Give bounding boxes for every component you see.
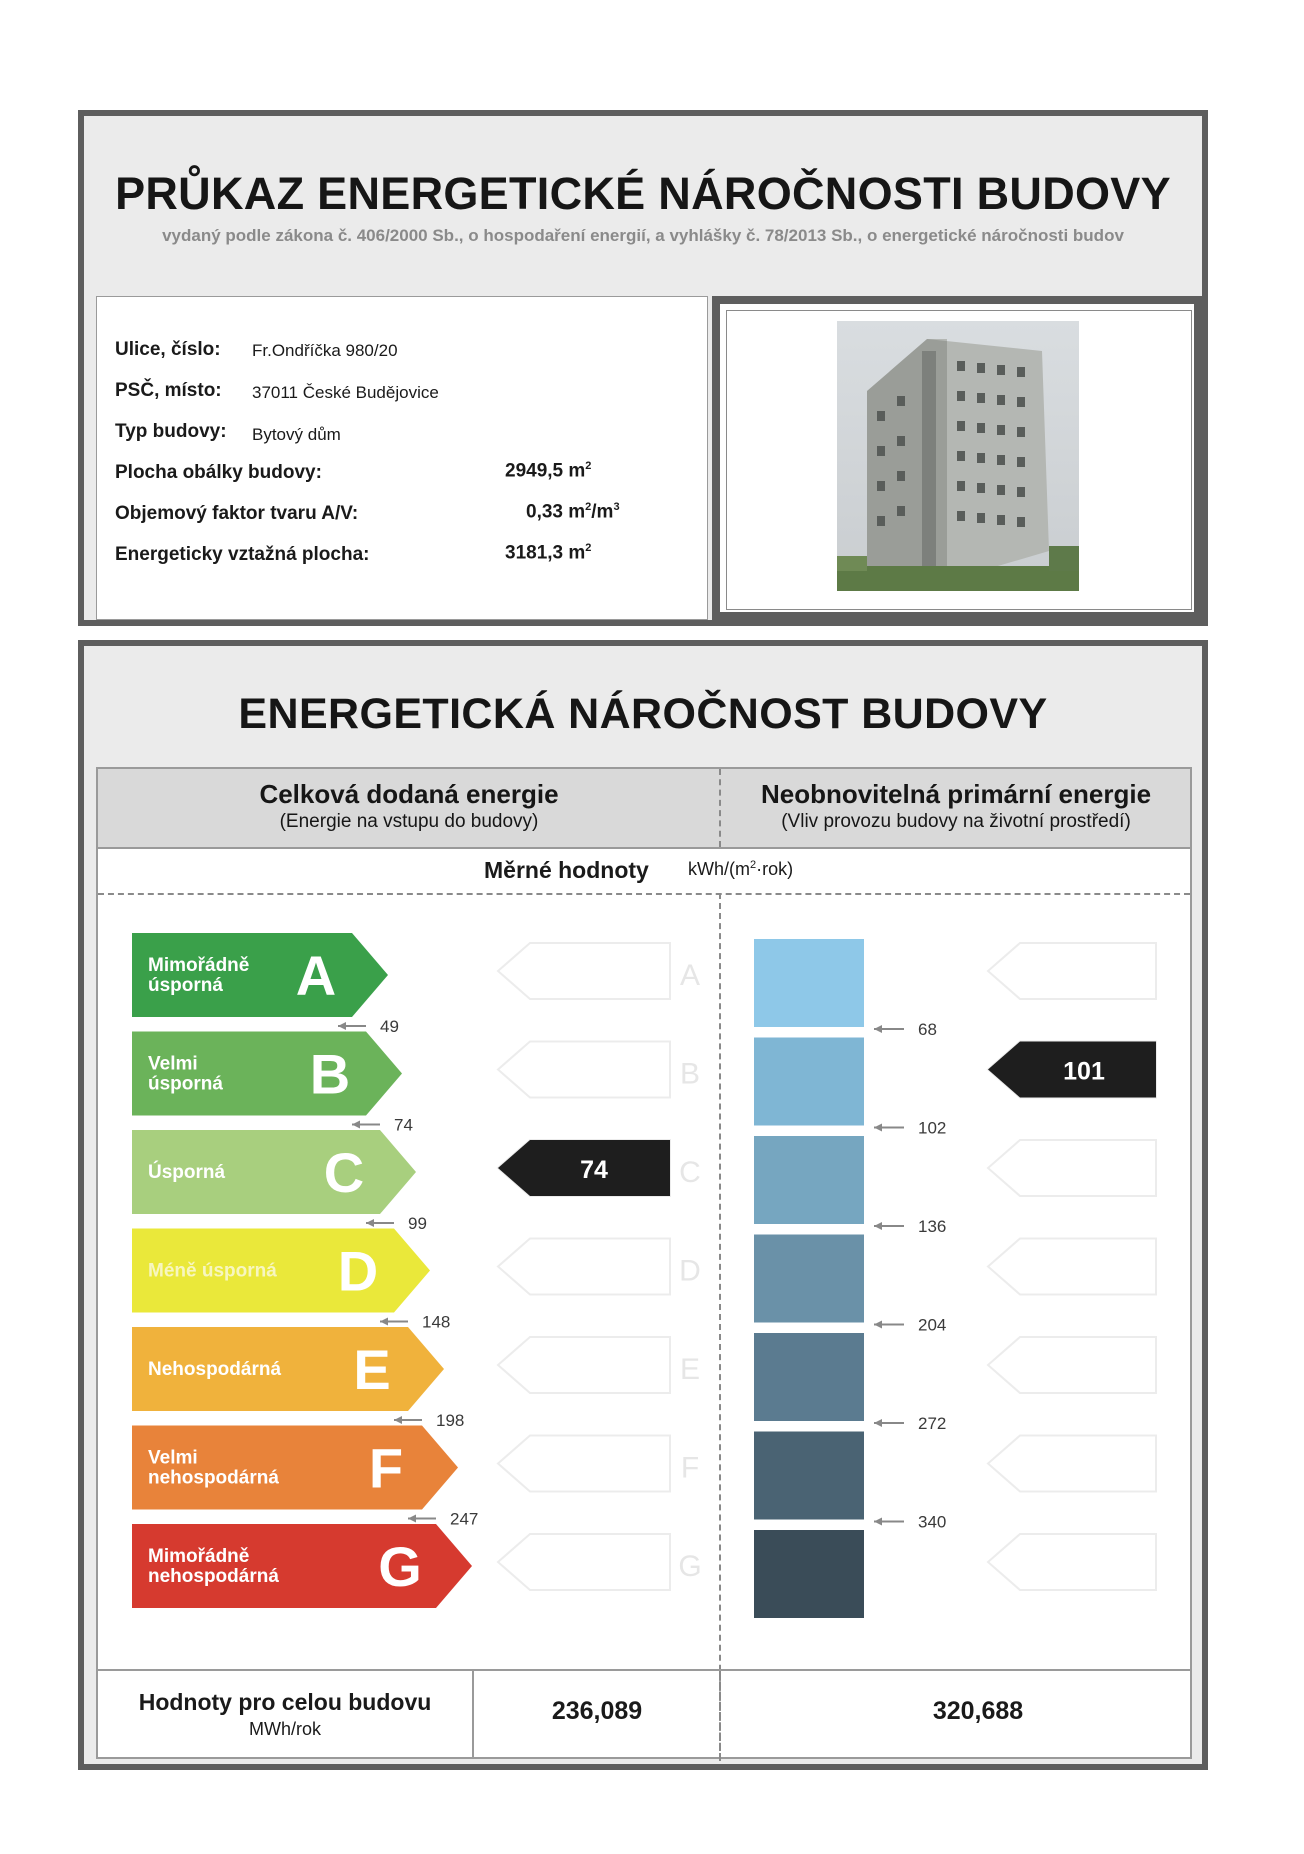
envelope-label: Plocha obálky budovy: — [115, 462, 322, 483]
volume-factor-value: 0,33 $m^2/m^3$ — [526, 501, 620, 523]
right-threshold-arrowhead — [874, 1419, 882, 1427]
unit-label: Měrné hodnoty — [484, 857, 649, 883]
left-threshold-label: 247 — [450, 1509, 479, 1529]
left-threshold-label: 148 — [422, 1312, 451, 1332]
grade-label2-a: úsporná — [148, 975, 223, 996]
section-title: ENERGETICKÁ NÁROČNOST BUDOVY — [238, 690, 1048, 738]
right-threshold-arrowhead — [874, 1025, 882, 1033]
right-threshold-arrowhead — [874, 1124, 882, 1132]
street-label: Ulice, číslo: — [115, 339, 221, 360]
grade-letter-e: E — [353, 1338, 391, 1401]
footer-row — [98, 1669, 1190, 1759]
left-marker-slot-a — [498, 943, 670, 999]
grade-label-g: Mimořádně — [148, 1546, 250, 1567]
certificate-header-box — [78, 110, 1208, 626]
left-threshold-label: 74 — [394, 1115, 413, 1135]
grade-letter-d: D — [337, 1239, 379, 1303]
primary-energy-bar-4 — [754, 1235, 864, 1323]
left-slot-letter-c: C — [679, 1156, 701, 1189]
street-value: Fr.Ondříčka 980/20 — [252, 341, 398, 360]
building-photo-frame — [712, 296, 1202, 620]
grade-label-a: Mimořádně — [148, 955, 250, 976]
grade-letter-a: A — [295, 944, 337, 1007]
right-marker-slot-e — [988, 1337, 1156, 1393]
grade-letter-f: F — [368, 1436, 404, 1500]
right-threshold-label: 272 — [918, 1414, 947, 1433]
left-slot-letter-f: F — [680, 1451, 700, 1485]
left-marker-slot-e — [498, 1337, 670, 1393]
left-slot-letter-g: G — [678, 1550, 702, 1583]
right-column-title: Neobnovitelná primární energie — [760, 779, 1152, 809]
left-marker-slot-d — [498, 1239, 670, 1295]
footer-unit: MWh/rok — [249, 1719, 321, 1739]
left-slot-letter-e: E — [679, 1353, 701, 1386]
area-value: 3181,3 $m^2$ — [505, 542, 592, 564]
grade-letter-b: B — [309, 1042, 351, 1106]
energy-performance-box — [78, 640, 1208, 1770]
grade-letter-g: G — [378, 1535, 422, 1598]
certificate-subtitle: vydaný podle zákona č. 406/2000 Sb., o hospodaření energií, a vyhlášky č. 78/2013 Sb., o energetické náročnosti budov — [162, 226, 1124, 245]
left-threshold-arrowhead — [338, 1022, 346, 1030]
right-total-value: 320,688 — [932, 1697, 1024, 1725]
grade-label-d: Méně úsporná — [148, 1260, 277, 1282]
grade-letter-c: C — [323, 1141, 365, 1204]
grade-label2-g: nehospodárná — [148, 1566, 279, 1587]
left-value-label: 74 — [580, 1156, 608, 1184]
volume-factor-label: Objemový faktor tvaru A/V: — [115, 503, 359, 524]
left-threshold-label: 99 — [408, 1214, 427, 1233]
footer-label: Hodnoty pro celou budovu — [138, 1689, 432, 1715]
primary-energy-bar-2 — [754, 1038, 864, 1126]
primary-energy-bar-3 — [754, 1136, 864, 1224]
type-label: Typ budovy: — [115, 421, 227, 442]
left-threshold-arrowhead — [408, 1515, 416, 1523]
left-marker-slot-f — [498, 1436, 670, 1492]
area-label: Energeticky vztažná plocha: — [115, 544, 370, 565]
right-threshold-label: 68 — [918, 1020, 937, 1039]
building-photo — [837, 321, 1079, 591]
grade-label-b: Velmi — [148, 1053, 198, 1075]
right-threshold-arrowhead — [874, 1222, 882, 1230]
primary-energy-bar-1 — [754, 939, 864, 1027]
left-column-title: Celková dodaná energie — [259, 779, 559, 809]
right-threshold-arrowhead — [874, 1321, 882, 1329]
certificate-title: PRŮKAZ ENERGETICKÉ NÁROČNOSTI BUDOVY — [115, 168, 1171, 219]
left-threshold-label: 49 — [380, 1017, 399, 1036]
right-marker-slot-c — [988, 1140, 1156, 1196]
grade-label-e: Nehospodárná — [148, 1359, 282, 1380]
left-threshold-arrowhead — [380, 1318, 388, 1326]
right-marker-slot-g — [988, 1534, 1156, 1590]
table-header-row — [98, 769, 1190, 849]
right-column-subtitle: (Vliv provozu budovy na životní prostředí) — [781, 811, 1131, 832]
grade-label-c: Úsporná — [148, 1162, 226, 1183]
right-threshold-label: 102 — [918, 1118, 947, 1138]
right-threshold-label: 340 — [918, 1512, 947, 1532]
primary-energy-bar-6 — [754, 1432, 864, 1520]
right-threshold-label: 136 — [918, 1217, 947, 1236]
grade-label-f: Velmi — [148, 1447, 198, 1469]
unit-row — [98, 849, 1190, 895]
grade-label2-f: nehospodárná — [148, 1467, 279, 1489]
left-column-subtitle: (Energie na vstupu do budovy) — [279, 811, 539, 832]
left-slot-letter-b: B — [679, 1057, 701, 1091]
right-marker-slot-f — [988, 1436, 1156, 1492]
right-threshold-label: 204 — [918, 1315, 947, 1335]
left-threshold-label: 198 — [436, 1411, 465, 1430]
energy-table — [96, 767, 1192, 1759]
right-marker-slot-a — [988, 943, 1156, 999]
left-total-value: 236,089 — [551, 1697, 643, 1725]
left-marker-slot-b — [498, 1042, 670, 1098]
grade-label2-b: úsporná — [148, 1073, 223, 1095]
primary-energy-bar-5 — [754, 1333, 864, 1421]
right-value-label: 101 — [1063, 1057, 1105, 1086]
right-threshold-arrowhead — [874, 1518, 882, 1526]
building-info-panel — [96, 296, 708, 620]
psc-value: 37011 České Budějovice — [252, 383, 439, 402]
type-value: Bytový dům — [252, 425, 341, 444]
unit-value: kWh/$(m^2\cdot rok)$ — [688, 859, 794, 879]
right-marker-slot-d — [988, 1239, 1156, 1295]
psc-label: PSČ, místo: — [115, 380, 222, 401]
left-marker-slot-g — [498, 1534, 670, 1590]
left-threshold-arrowhead — [366, 1219, 374, 1227]
left-threshold-arrowhead — [394, 1416, 402, 1424]
left-slot-letter-a: A — [679, 959, 701, 992]
primary-energy-bar-7 — [754, 1530, 864, 1618]
energy-rating-chart — [98, 895, 1190, 1655]
left-slot-letter-d: D — [679, 1254, 701, 1288]
left-threshold-arrowhead — [352, 1121, 360, 1129]
envelope-value: 2949,5 $m^2$ — [505, 460, 592, 482]
